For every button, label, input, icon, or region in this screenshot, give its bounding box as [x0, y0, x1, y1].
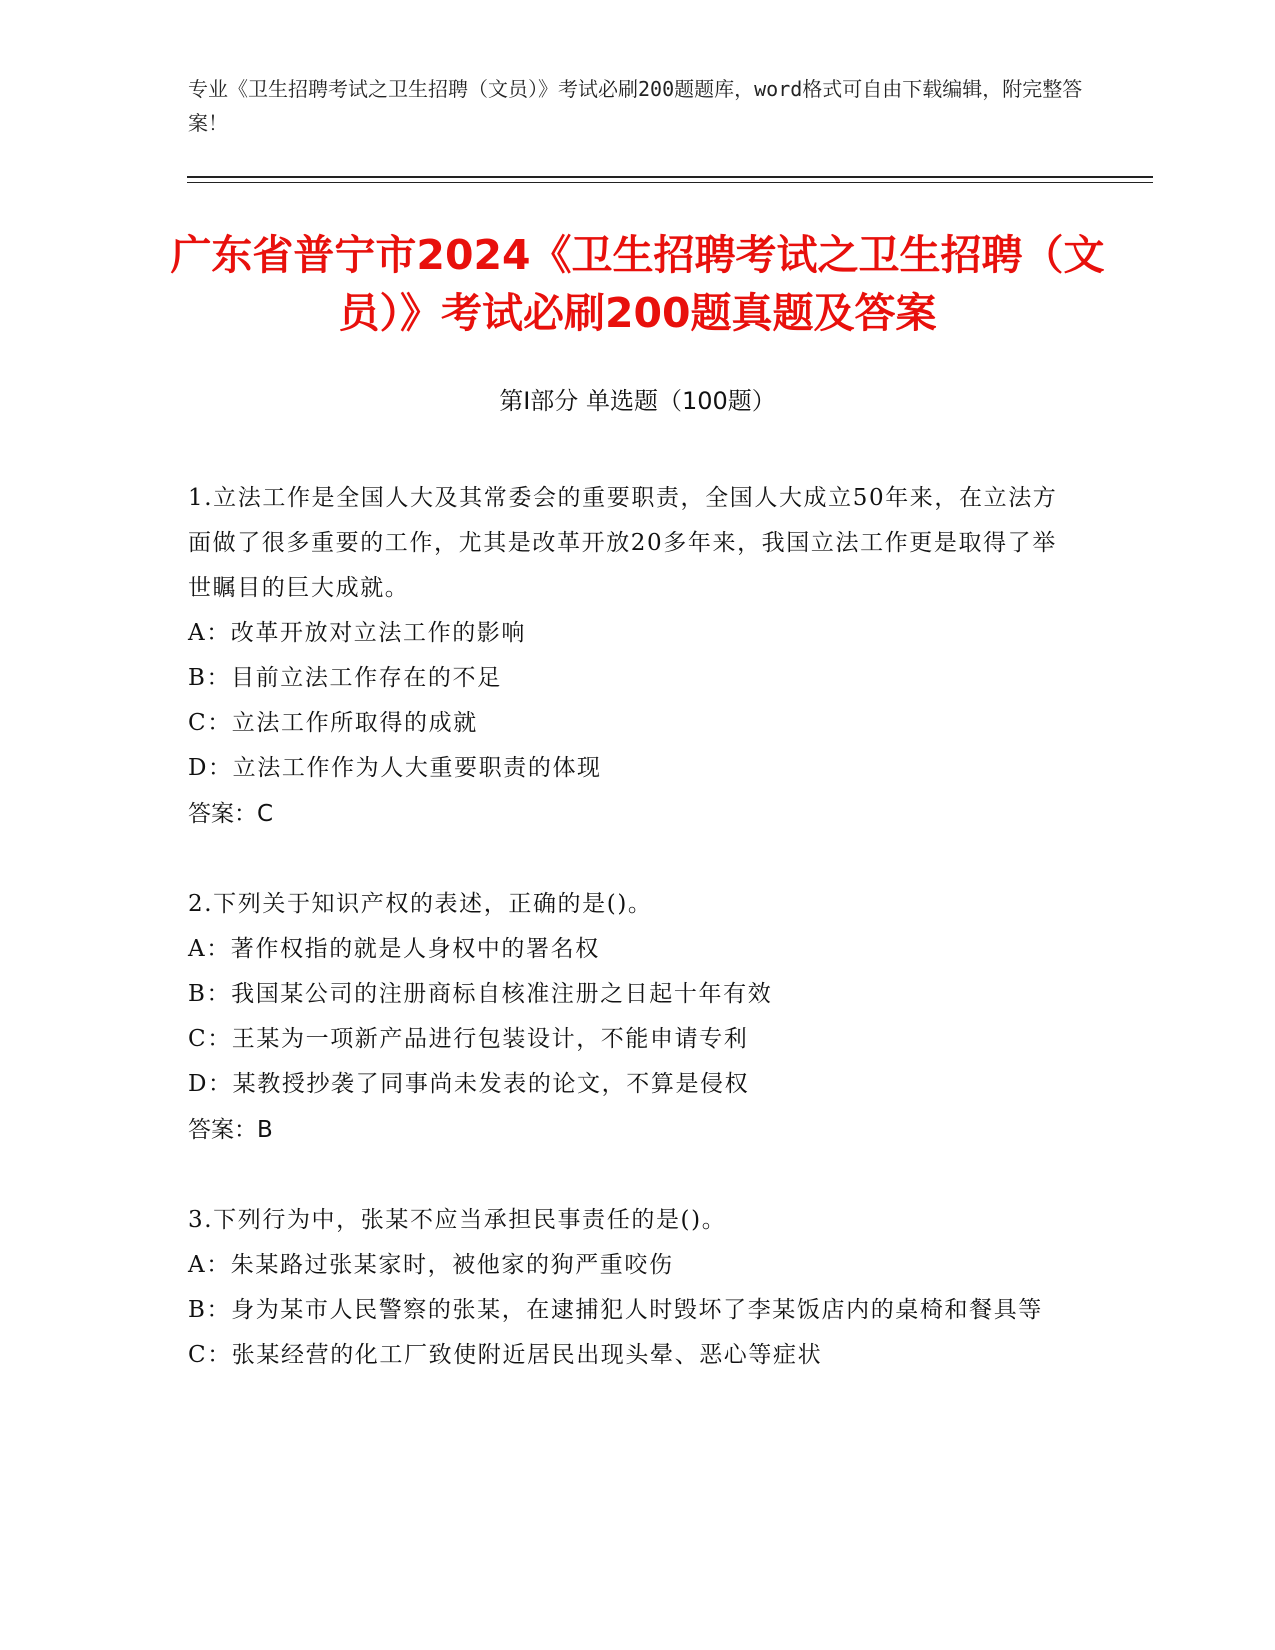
section-heading: 第Ⅰ部分 单选题（100题） — [499, 387, 776, 415]
question-item — [188, 1198, 1068, 1378]
question-text: 2.下列关于知识产权的表述，正确的是()。 — [188, 891, 653, 917]
option-a: A：改革开放对立法工作的影响 — [188, 620, 527, 646]
header-divider-top — [187, 176, 1153, 178]
option-b: B：目前立法工作存在的不足 — [188, 665, 502, 691]
document-title: 广东省普宁市2024《卫生招聘考试之卫生招聘（文员）》考试必刷200题真题及答案 — [170, 231, 1105, 337]
option-a: A：著作权指的就是人身权中的署名权 — [188, 936, 600, 962]
question-item — [188, 476, 1068, 837]
option-a: A：朱某路过张某家时，被他家的狗严重咬伤 — [188, 1252, 674, 1278]
question-text: 3.下列行为中，张某不应当承担民事责任的是()。 — [188, 1207, 727, 1233]
option-b: B：我国某公司的注册商标自核准注册之日起十年有效 — [188, 981, 773, 1007]
option-d: D：某教授抄袭了同事尚未发表的论文，不算是侵权 — [188, 1071, 750, 1097]
header-divider-bottom — [187, 182, 1153, 183]
header-note: 专业《卫生招聘考试之卫生招聘（文员）》考试必刷200题题库，word格式可自由下载编辑，附完整答案！ — [188, 77, 1083, 135]
question-text: 1.立法工作是全国人大及其常委会的重要职责，全国人大成立50年来，在立法方面做了很多重要的工作，尤其是改革开放20多年来，我国立法工作更是取得了举世瞩目的巨大成就。 — [188, 485, 1058, 601]
option-b: B：身为某市人民警察的张某，在逮捕犯人时毁坏了李某饭店内的桌椅和餐具等 — [188, 1297, 1043, 1323]
option-c: C：王某为一项新产品进行包装设计，不能申请专利 — [188, 1026, 749, 1052]
answer-text: 答案：C — [188, 801, 274, 827]
option-c: C：张某经营的化工厂致使附近居民出现头晕、恶心等症状 — [188, 1342, 823, 1368]
question-item — [188, 882, 1068, 1153]
option-c: C：立法工作所取得的成就 — [188, 710, 478, 736]
question-list — [188, 476, 1068, 1423]
answer-text: 答案：B — [188, 1117, 273, 1143]
option-d: D：立法工作作为人大重要职责的体现 — [188, 755, 602, 781]
